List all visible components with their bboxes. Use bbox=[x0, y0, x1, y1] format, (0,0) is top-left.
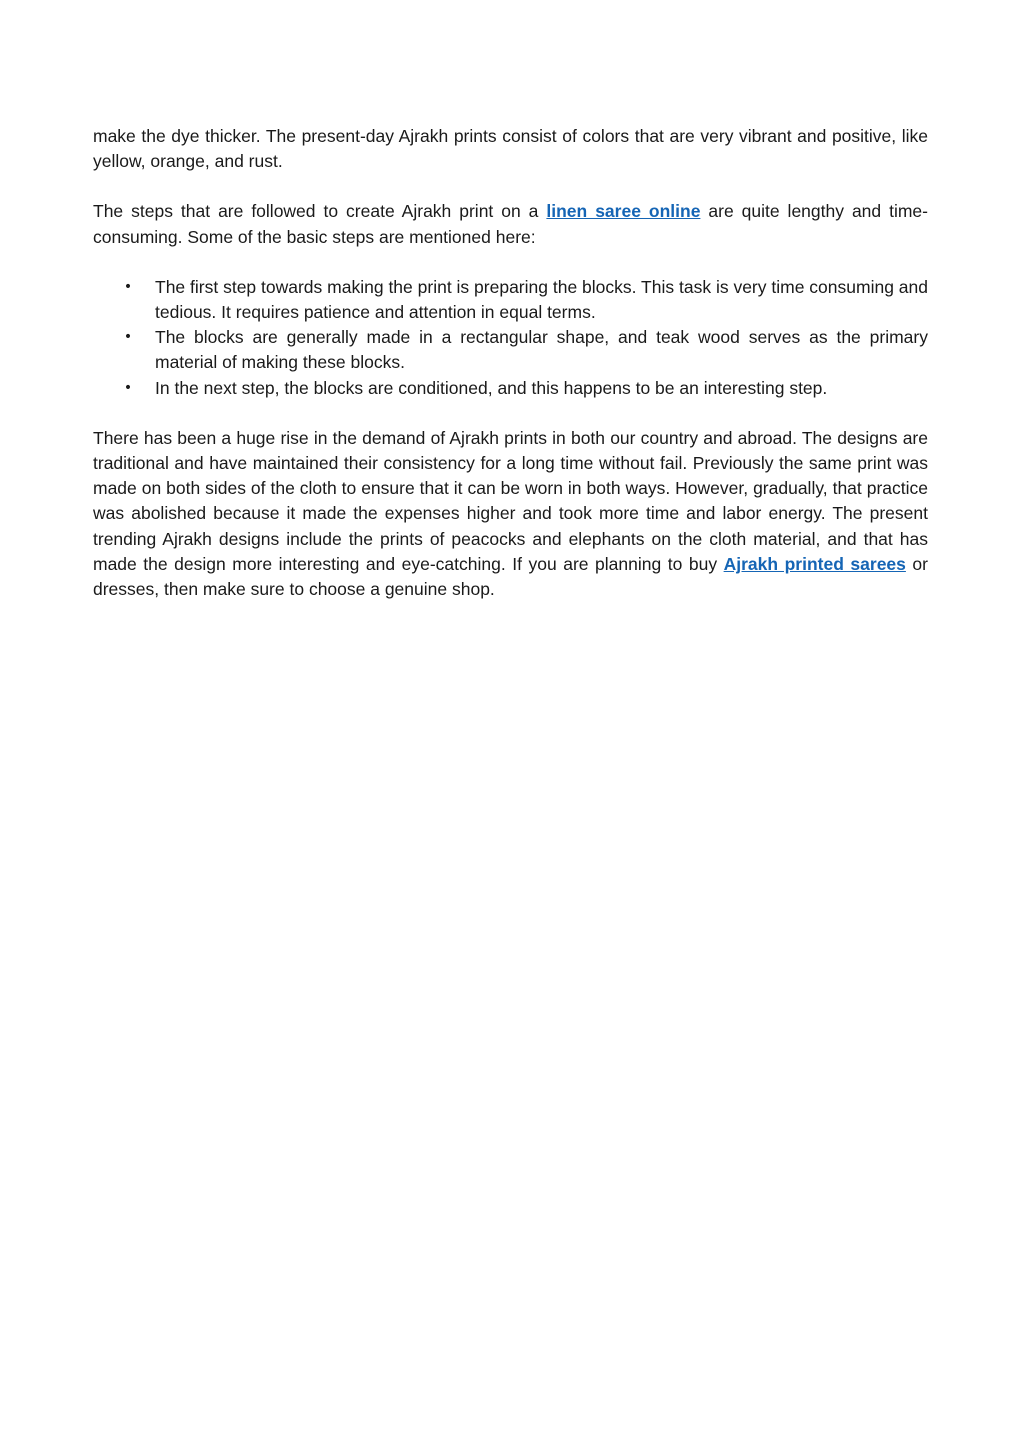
paragraph-spacer bbox=[93, 250, 928, 275]
paragraph-text: There has been a huge rise in the demand of Ajrakh prints in both our country and abroad. The designs are traditional and have maintained their consistency for a long time without fail. Previously the same print was made on both sides of the cloth to ensure that it can be worn in both ways. However, gradually, that practice was abolished because it made the expenses higher and took more time and labor energy. The present trending Ajrakh designs include the prints of peacocks and elephants on the cloth material, and that has made the design more interesting and eye-catching. If you are planning to buy bbox=[93, 427, 928, 574]
linen-saree-online-link[interactable]: linen saree online bbox=[546, 201, 701, 222]
paragraph-demand-rise bbox=[93, 426, 928, 602]
paragraph-spacer bbox=[93, 174, 928, 199]
bullet-icon: • bbox=[123, 278, 133, 295]
list-item-text: The blocks are generally made in a rectangular shape, and teak wood serves as the primary material of making these blocks. bbox=[155, 327, 928, 373]
paragraph-text: The steps that are followed to create Ajrakh print on a bbox=[93, 201, 547, 222]
bullet-icon: • bbox=[123, 329, 133, 346]
paragraph-spacer bbox=[93, 401, 928, 426]
paragraph-steps-intro bbox=[93, 199, 928, 249]
list-item bbox=[93, 325, 928, 375]
document-body bbox=[93, 124, 928, 602]
paragraph-text: or dresses, then make sure to choose a genuine shop. bbox=[93, 553, 928, 600]
paragraph-dye-colors: make the dye thicker. The present-day Ajrakh prints consist of colors that are very vibrant and positive, like yellow, orange, and rust. bbox=[93, 126, 928, 172]
list-item bbox=[93, 376, 928, 401]
list-item-text: In the next step, the blocks are conditioned, and this happens to be an interesting step. bbox=[155, 377, 828, 398]
steps-list bbox=[93, 275, 928, 401]
list-item-text: The first step towards making the print is preparing the blocks. This task is very time consuming and tedious. It requires patience and attention in equal terms. bbox=[155, 276, 928, 323]
paragraph-text: are quite lengthy and time-consuming. Some of the basic steps are mentioned here: bbox=[93, 201, 928, 247]
ajrakh-printed-sarees-link[interactable]: Ajrakh printed sarees bbox=[723, 553, 906, 574]
bullet-icon: • bbox=[123, 379, 133, 396]
list-item bbox=[93, 275, 928, 325]
